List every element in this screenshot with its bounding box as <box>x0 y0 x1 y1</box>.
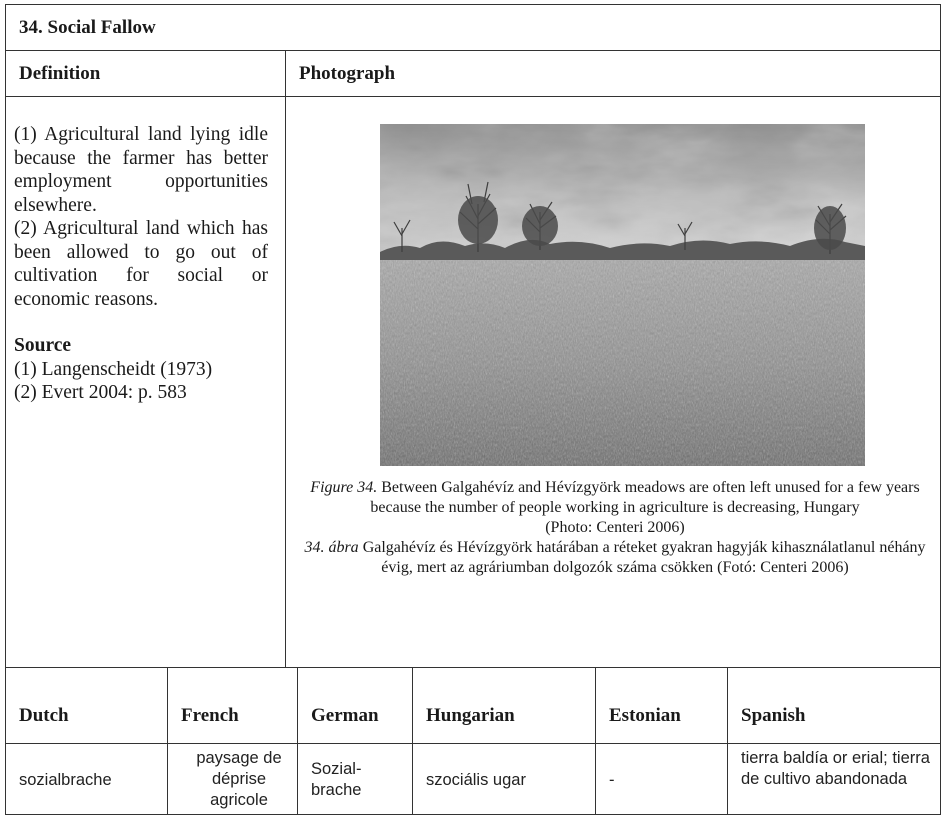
lang-header-estonian: Estonian <box>609 705 681 726</box>
definition-2: (2) Agricultural land which has been allowed to go out of cultivation for social or economic reasons. <box>14 218 268 310</box>
rule-col-1 <box>167 667 168 815</box>
caption-en <box>300 478 930 518</box>
lang-header-dutch: Dutch <box>19 705 69 726</box>
rule-def-photo <box>285 50 286 667</box>
rule-headers <box>5 96 941 97</box>
entry-title: 34. Social Fallow <box>19 17 156 38</box>
rule-col-5 <box>727 667 728 815</box>
rule-col-3 <box>412 667 413 815</box>
rule-title <box>5 50 941 51</box>
lang-header-german: German <box>311 705 379 726</box>
lang-header-french: French <box>181 705 239 726</box>
figure-caption <box>300 478 930 578</box>
rule-col-2 <box>297 667 298 815</box>
term-dutch: sozialbrache <box>19 771 112 789</box>
definition-text <box>14 123 268 405</box>
source-title: Source <box>14 335 72 356</box>
caption-en-label: Figure 34. <box>310 479 378 496</box>
caption-hu <box>300 538 930 578</box>
caption-en-credit: (Photo: Centeri 2006) <box>545 519 685 536</box>
caption-en-text: Between Galgahévíz and Hévízgyörk meadows are often left unused for a few years because the number of people working in agriculture is decreasing, Hungary <box>370 479 920 516</box>
term-french: paysage de déprise agricole <box>196 749 282 809</box>
caption-hu-text: Galgahévíz és Hévízgyörk határában a réteket gyakran hagyják kihasználatlanul néhány évig, mert az agráriumban dolgozók száma csökken (Fotó: Centeri 2006) <box>358 539 926 576</box>
lang-header-hungarian: Hungarian <box>426 705 515 726</box>
photograph-header: Photograph <box>299 63 396 84</box>
caption-hu-label: 34. ábra <box>304 539 359 556</box>
lang-header-spanish: Spanish <box>741 705 806 726</box>
term-estonian: - <box>609 771 615 789</box>
meadow-photo <box>380 124 865 466</box>
definition-header: Definition <box>19 63 101 84</box>
term-german: Sozial-brache <box>311 760 362 799</box>
term-spanish: tierra baldía or erial; tierra de cultivo abandonada <box>741 749 930 788</box>
rule-col-4 <box>595 667 596 815</box>
term-hungarian: szociális ugar <box>426 771 526 789</box>
source-1: (1) Langenscheidt (1973) <box>14 358 213 380</box>
rule-terms-top <box>5 667 941 668</box>
rule-terms-header <box>5 743 941 744</box>
definition-1: (1) Agricultural land lying idle because the farmer has better employment opportunities elsewhere. <box>14 124 268 216</box>
source-2: (2) Evert 2004: p. 583 <box>14 382 187 403</box>
